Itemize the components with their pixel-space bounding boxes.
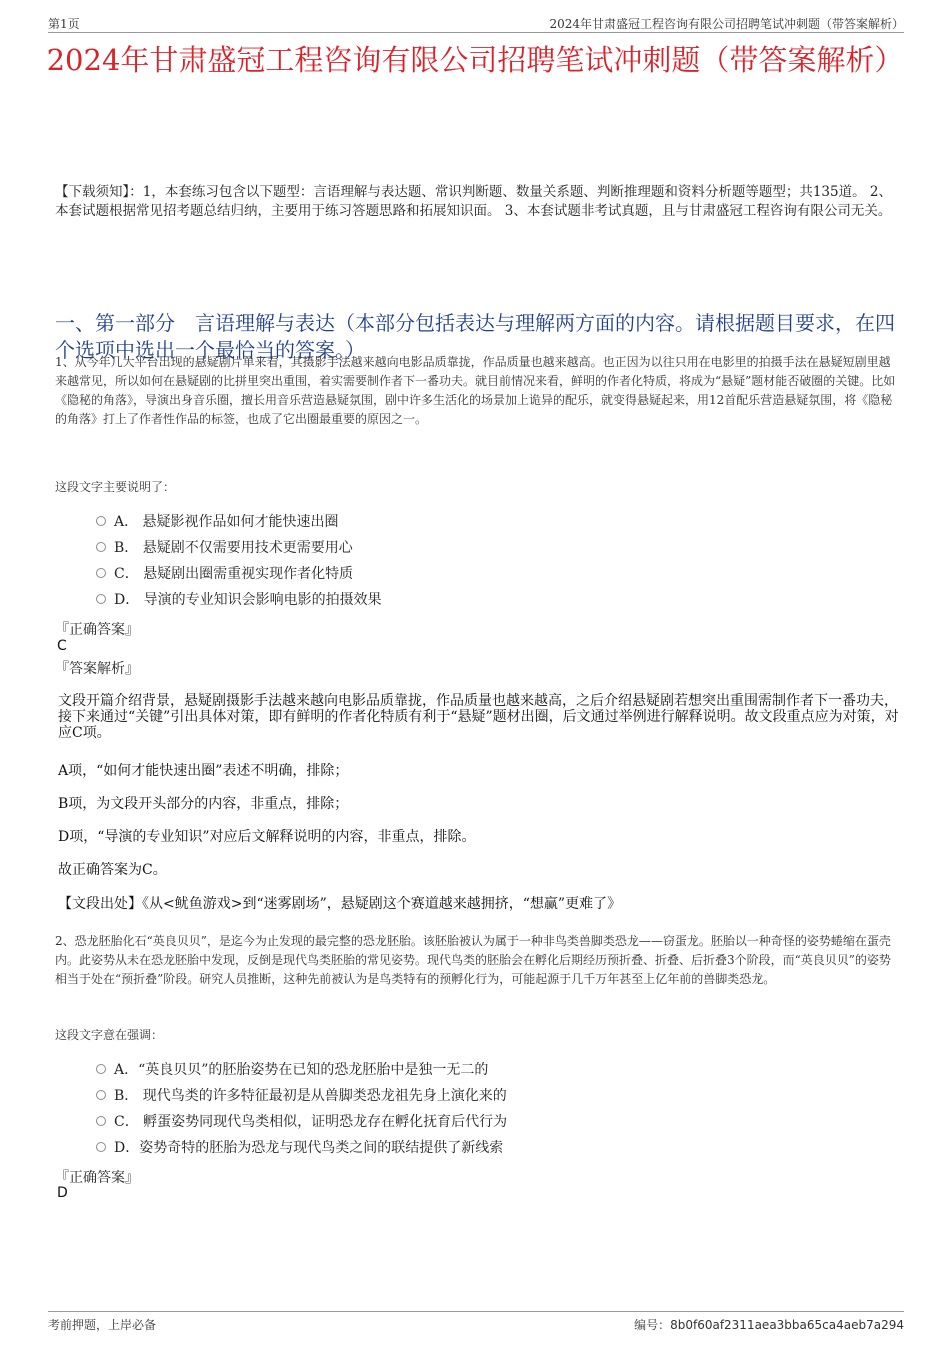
option-label: C． 孵蛋姿势同现代鸟类相似，证明恐龙存在孵化抚育后代行为 [114,1114,508,1130]
question-1-options [96,513,382,617]
section-heading: 一、第一部分 言语理解与表达（本部分包括表达与理解两方面的内容。请根据题目要求，在四个选项中选出一个最恰当的答案。） [55,311,895,362]
radio-icon[interactable] [96,542,106,552]
answer-label: 『正确答案』 [55,1170,139,1186]
option-a[interactable] [96,1061,507,1087]
radio-icon[interactable] [96,1090,106,1100]
correct-answer: D [57,1185,68,1201]
option-d[interactable] [96,1139,507,1165]
analysis-paragraph: 文段开篇介绍背景，悬疑剧摄影手法越来越向电影品质靠拢，作品质量也越来越高，之后介绍悬疑剧若想突出重围需制作者下一番功夫，接下来通过“关键”引出具体对策，即有鲜明的作者化特质有利于“悬疑”题材出圈，后文通过举例进行解释说明。故文段重点应为对策，对应C项。 [58,693,899,741]
question-2-options [96,1061,507,1165]
footer-slogan: 考前押题，上岸必备 [48,1318,157,1332]
download-notice: 【下载须知】：1，本套练习包含以下题型：言语理解与表达题、常识判断题、数量关系题、判断推理题和资料分析题等题型；共135道。 2、本套试题根据常见招考题总结归纳，主要用于练习答题思路和拓展知识面。 3、本套试题非考试真题，且与甘肃盛冠工程咨询有限公司无关。 [55,184,892,219]
radio-icon[interactable] [96,1064,106,1074]
analysis-line: D项，“导演的专业知识”对应后文解释说明的内容，非重点，排除。 [58,829,476,845]
radio-icon[interactable] [96,1116,106,1126]
option-c[interactable] [96,1113,507,1139]
code-label: 编号： [634,1318,671,1332]
analysis-line: A项，“如何才能快速出圈”表述不明确，排除； [58,763,349,779]
option-label: A．“英良贝贝”的胚胎姿势在已知的恐龙胚胎中是独一无二的 [114,1062,489,1078]
option-label: D．姿势奇特的胚胎为恐龙与现代鸟类之间的联结提供了新线索 [114,1140,504,1156]
radio-icon[interactable] [96,594,106,604]
header-doc-title: 2024年甘肃盛冠工程咨询有限公司招聘笔试冲刺题（带答案解析） [549,17,904,31]
question-2-passage: 2、恐龙胚胎化石“英良贝贝”，是迄今为止发现的最完整的恐龙胚胎。该胚胎被认为属于一种非鸟类兽脚类恐龙——窃蛋龙。胚胎以一种奇怪的姿势蜷缩在蛋壳内。此姿势从未在恐龙胚胎中发现，反倒是现代鸟类胚胎的常见姿势。现代鸟类的胚胎会在孵化后期经历预折叠、折叠、后折叠3个阶段，而“英良贝贝”的姿势相当于处在“预折叠”阶段。研究人员推断，这种先前被认为是鸟类特有的预孵化行为，可能起源于几千万年甚至上亿年前的兽脚类恐龙。 [55,934,891,986]
radio-icon[interactable] [96,568,106,578]
code-value: 8b0f60af2311aea3bba65ca4aeb7a294 [670,1318,904,1332]
analysis-line: B项，为文段开头部分的内容，非重点，排除； [58,796,349,812]
option-d[interactable] [96,591,382,617]
analysis-line: 故正确答案为C。 [58,862,167,878]
correct-answer: C [57,638,67,654]
option-label: C． 悬疑剧出圈需重视实现作者化特质 [114,566,354,582]
page-number: 第1页 [48,17,80,31]
question-1-stem: 这段文字主要说明了： [55,480,176,494]
option-label: B． 现代鸟类的许多特征最初是从兽脚类恐龙祖先身上演化来的 [114,1088,507,1104]
analysis-label: 『答案解析』 [55,661,139,677]
option-b[interactable] [96,539,382,565]
document-code [634,1316,904,1333]
answer-label: 『正确答案』 [55,622,139,638]
option-b[interactable] [96,1087,507,1113]
option-label: A． 悬疑影视作品如何才能快速出圈 [114,514,339,530]
question-2-stem: 这段文字意在强调： [55,1028,164,1042]
passage-source: 【文段出处】《从<鱿鱼游戏>到“迷雾剧场”，悬疑剧这个赛道越来越拥挤，“想赢”更难了》 [58,896,622,912]
radio-icon[interactable] [96,1142,106,1152]
option-label: B． 悬疑剧不仅需要用技术更需要用心 [114,540,353,556]
radio-icon[interactable] [96,516,106,526]
document-title: 2024年甘肃盛冠工程咨询有限公司招聘笔试冲刺题（带答案解析） [46,43,904,77]
page-footer [48,1311,904,1334]
option-c[interactable] [96,565,382,591]
question-1-passage: 1、从今年几大平台出现的悬疑剧片单来看，其摄影手法越来越向电影品质靠拢，作品质量也越来越高。也正因为以往只用在电影里的拍摄手法在悬疑短剧里越来越常见，所以如何在悬疑剧的比拼里突出重围，着实需要制作者下一番功夫。就目前情况来看，鲜明的作者化特质，将成为“悬疑”题材能否破圈的关键。比如《隐秘的角落》，导演出身音乐圈，擅长用音乐营造悬疑氛围，剧中许多生活化的场景加上诡异的配乐，就变得悬疑起来，用12首配乐营造悬疑氛围，将《隐秘的角落》打上了作者性作品的标签，也成了它出圈最重要的原因之一。 [55,355,896,426]
option-label: D． 导演的专业知识会影响电影的拍摄效果 [114,592,382,608]
page-header [48,12,904,33]
option-a[interactable] [96,513,382,539]
